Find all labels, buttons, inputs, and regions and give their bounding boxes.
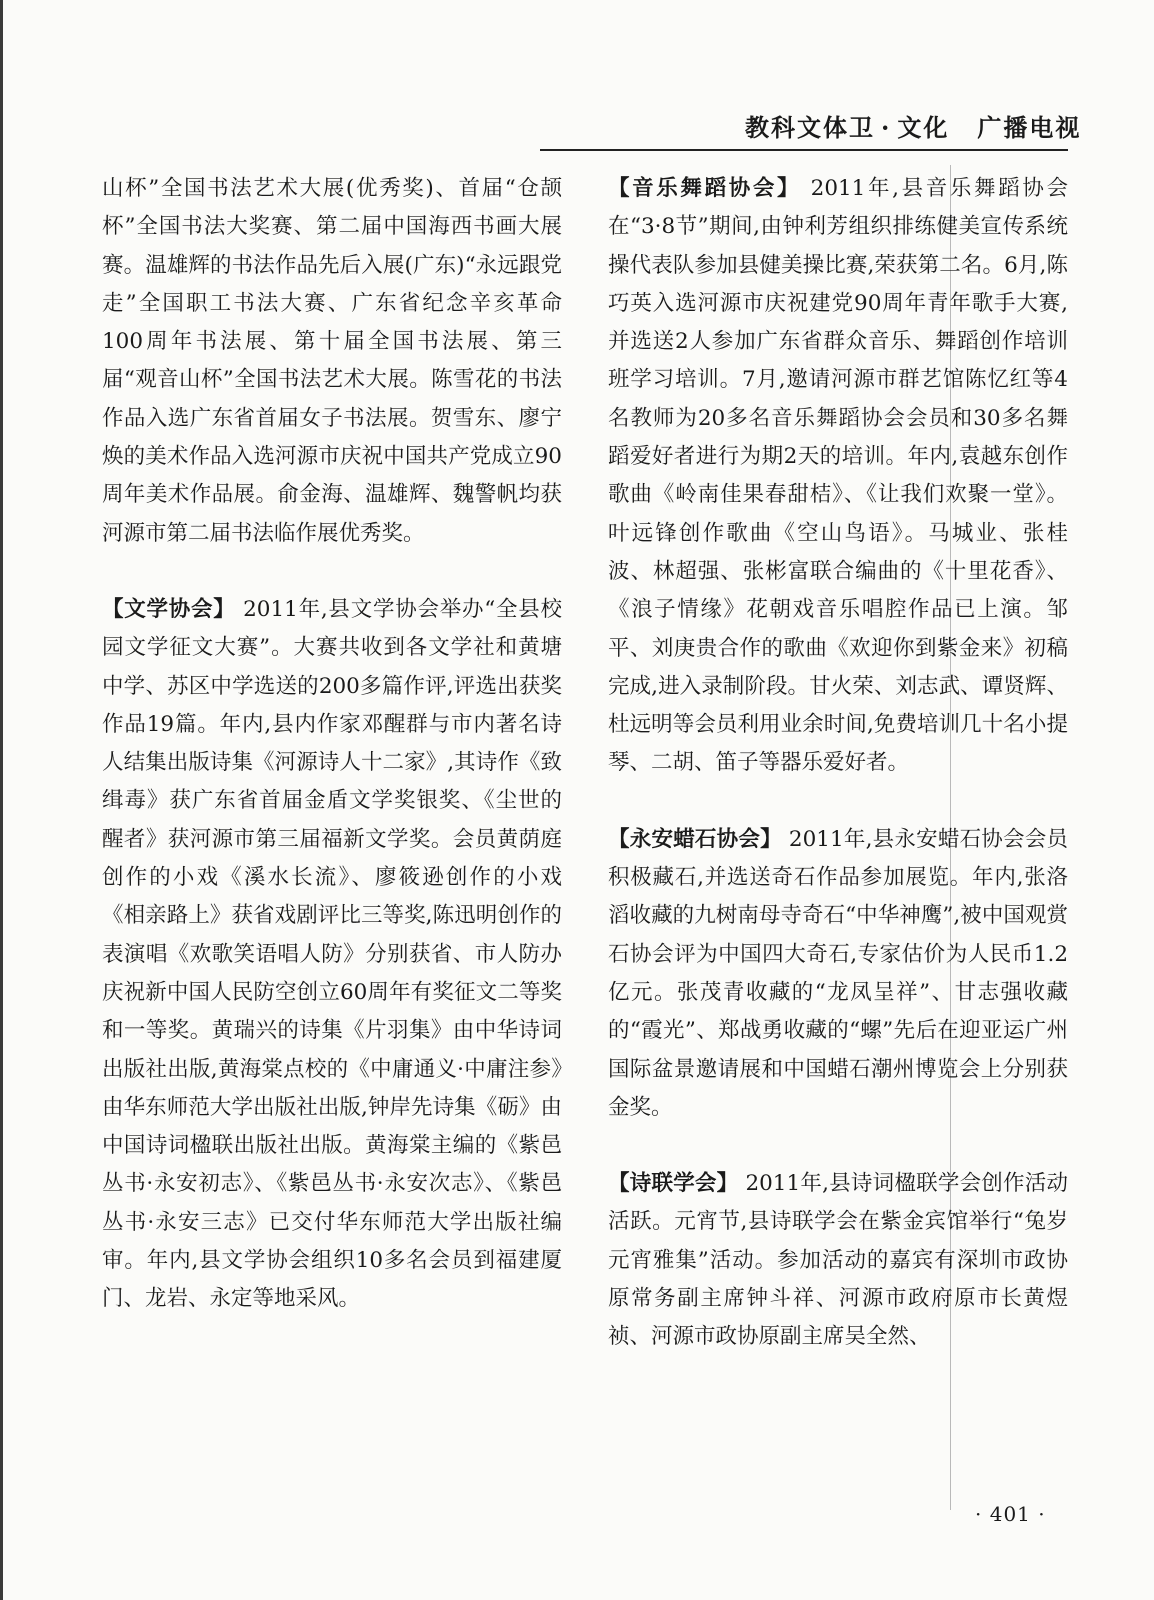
stone-association-text: 2011年,县永安蜡石协会会员积极藏石,并选送奇石作品参加展览。年内,张洛滔收藏的九树南母寺奇石“中华神鹰”,被中国观赏石协会评为中国四大奇石,专家估价为人民币1.2亿元。张茂青收藏的“龙凤呈祥”、甘志强收藏的“霞光”、郑战勇收藏的“螺”先后在迎亚运广州国际盆景邀请展和中国蜡石潮州博览会上分别获金奖。 xyxy=(608,826,1068,1120)
header-rule xyxy=(540,149,1068,151)
header-subsection: 文化 xyxy=(897,113,950,142)
literature-association-text: 2011年,县文学协会举办“全县校园文学征文大赛”。大赛共收到各文学社和黄塘中学、苏区中学选送的200多篇作评,评选出获奖作品19篇。年内,县内作家邓醒群与市内著名诗人结集出版诗集《河源诗人十二家》,其诗作《致缉毒》获广东省首届金盾文学奖银奖、《尘世的醒者》获河源市第三届福新文学奖。会员黄荫庭创作的小戏《溪水长流》、廖筱逊创作的小戏《相亲路上》获省戏剧评比三等奖,陈迅明创作的表演唱《欢歌笑语唱人防》分别获省、市人防办庆祝新中国人民防空创立60周年有奖征文二等奖和一等奖。黄瑞兴的诗集《片羽集》由中华诗词出版社出版,黄海棠点校的《中庸通义·中庸注参》由华东师范大学出版社出版,钟岸先诗集《砺》由中国诗词楹联出版社出版。黄海棠主编的《紫邑丛书·永安初志》、《紫邑丛书·永安次志》、《紫邑丛书·永安三志》已交付华东师范大学出版社编审。年内,县文学协会组织10多名会员到福建厦门、龙岩、永定等地采风。 xyxy=(102,596,562,1312)
calligraphy-awards-paragraph: 山杯”全国书法艺术大展(优秀奖)、首届“仓颉杯”全国书法大奖赛、第二届中国海西书画大展赛。温雄辉的书法作品先后入展(广东)“永远跟党走”全国职工书法大赛、广东省纪念辛亥革命100周年书法展、第十届全国书法展、第三届“观音山杯”全国书法艺术大展。陈雪花的书法作品入选广东省首届女子书法展。贺雪东、廖宁焕的美术作品入选河源市庆祝中国共产党成立90周年美术作品展。俞金海、温雄辉、魏警帆均获河源市第二届书法临作展优秀奖。 xyxy=(102,176,562,546)
literature-association-heading: 【文学协会】 xyxy=(102,596,236,622)
literature-association-paragraph xyxy=(102,591,562,1319)
music-dance-association-text: 2011年,县音乐舞蹈协会在“3·8节”期间,由钟利芳组织排练健美宣传系统操代表队参加县健美操比赛,荣获第二名。6月,陈巧英入选河源市庆祝建党90周年青年歌手大赛,并选送2人参加广东省群众音乐、舞蹈创作培训班学习培训。7月,邀请河源市群艺馆陈忆红等4名教师为20多名音乐舞蹈协会会员和30多名舞蹈爱好者进行为期2天的培训。年内,袁越东创作歌曲《岭南佳果春甜桔》、《让我们欢聚一堂》。叶远锋创作歌曲《空山鸟语》。马城业、张桂波、林超强、张彬富联合编曲的《十里花香》、《浪子情缘》花朝戏音乐唱腔作品已上演。邹平、刘庚贵合作的歌曲《欢迎你到紫金来》初稿完成,进入录制阶段。甘火荣、刘志武、谭贤辉、杜远明等会员利用业余时间,免费培训几十名小提琴、二胡、笛子等器乐爱好者。 xyxy=(608,176,1068,776)
page-number: · 401 · xyxy=(975,1502,1046,1526)
music-dance-association-heading: 【音乐舞蹈协会】 xyxy=(608,176,802,201)
header-separator: · xyxy=(881,113,892,142)
header-section: 教科文体卫 xyxy=(745,113,875,142)
stone-association-heading: 【永安蜡石协会】 xyxy=(608,826,782,852)
page-edge-shadow xyxy=(0,0,3,1600)
left-column xyxy=(102,170,562,1319)
running-header xyxy=(745,108,1081,143)
music-dance-association-paragraph xyxy=(608,170,1068,783)
poetry-association-text: 2011年,县诗词楹联学会创作活动活跃。元宵节,县诗联学会在紫金宾馆举行“兔岁元宵雅集”活动。参加活动的嘉宾有深圳市政协原常务副主席钟斗祥、河源市政府原市长黄煜祯、河源市政协原副主席吴全然、 xyxy=(608,1171,1068,1350)
stone-association-paragraph xyxy=(608,821,1068,1127)
header-topic: 广播电视 xyxy=(977,113,1082,142)
poetry-association-heading: 【诗联学会】 xyxy=(608,1171,739,1197)
right-column xyxy=(608,170,1068,1357)
poetry-association-paragraph xyxy=(608,1165,1068,1356)
